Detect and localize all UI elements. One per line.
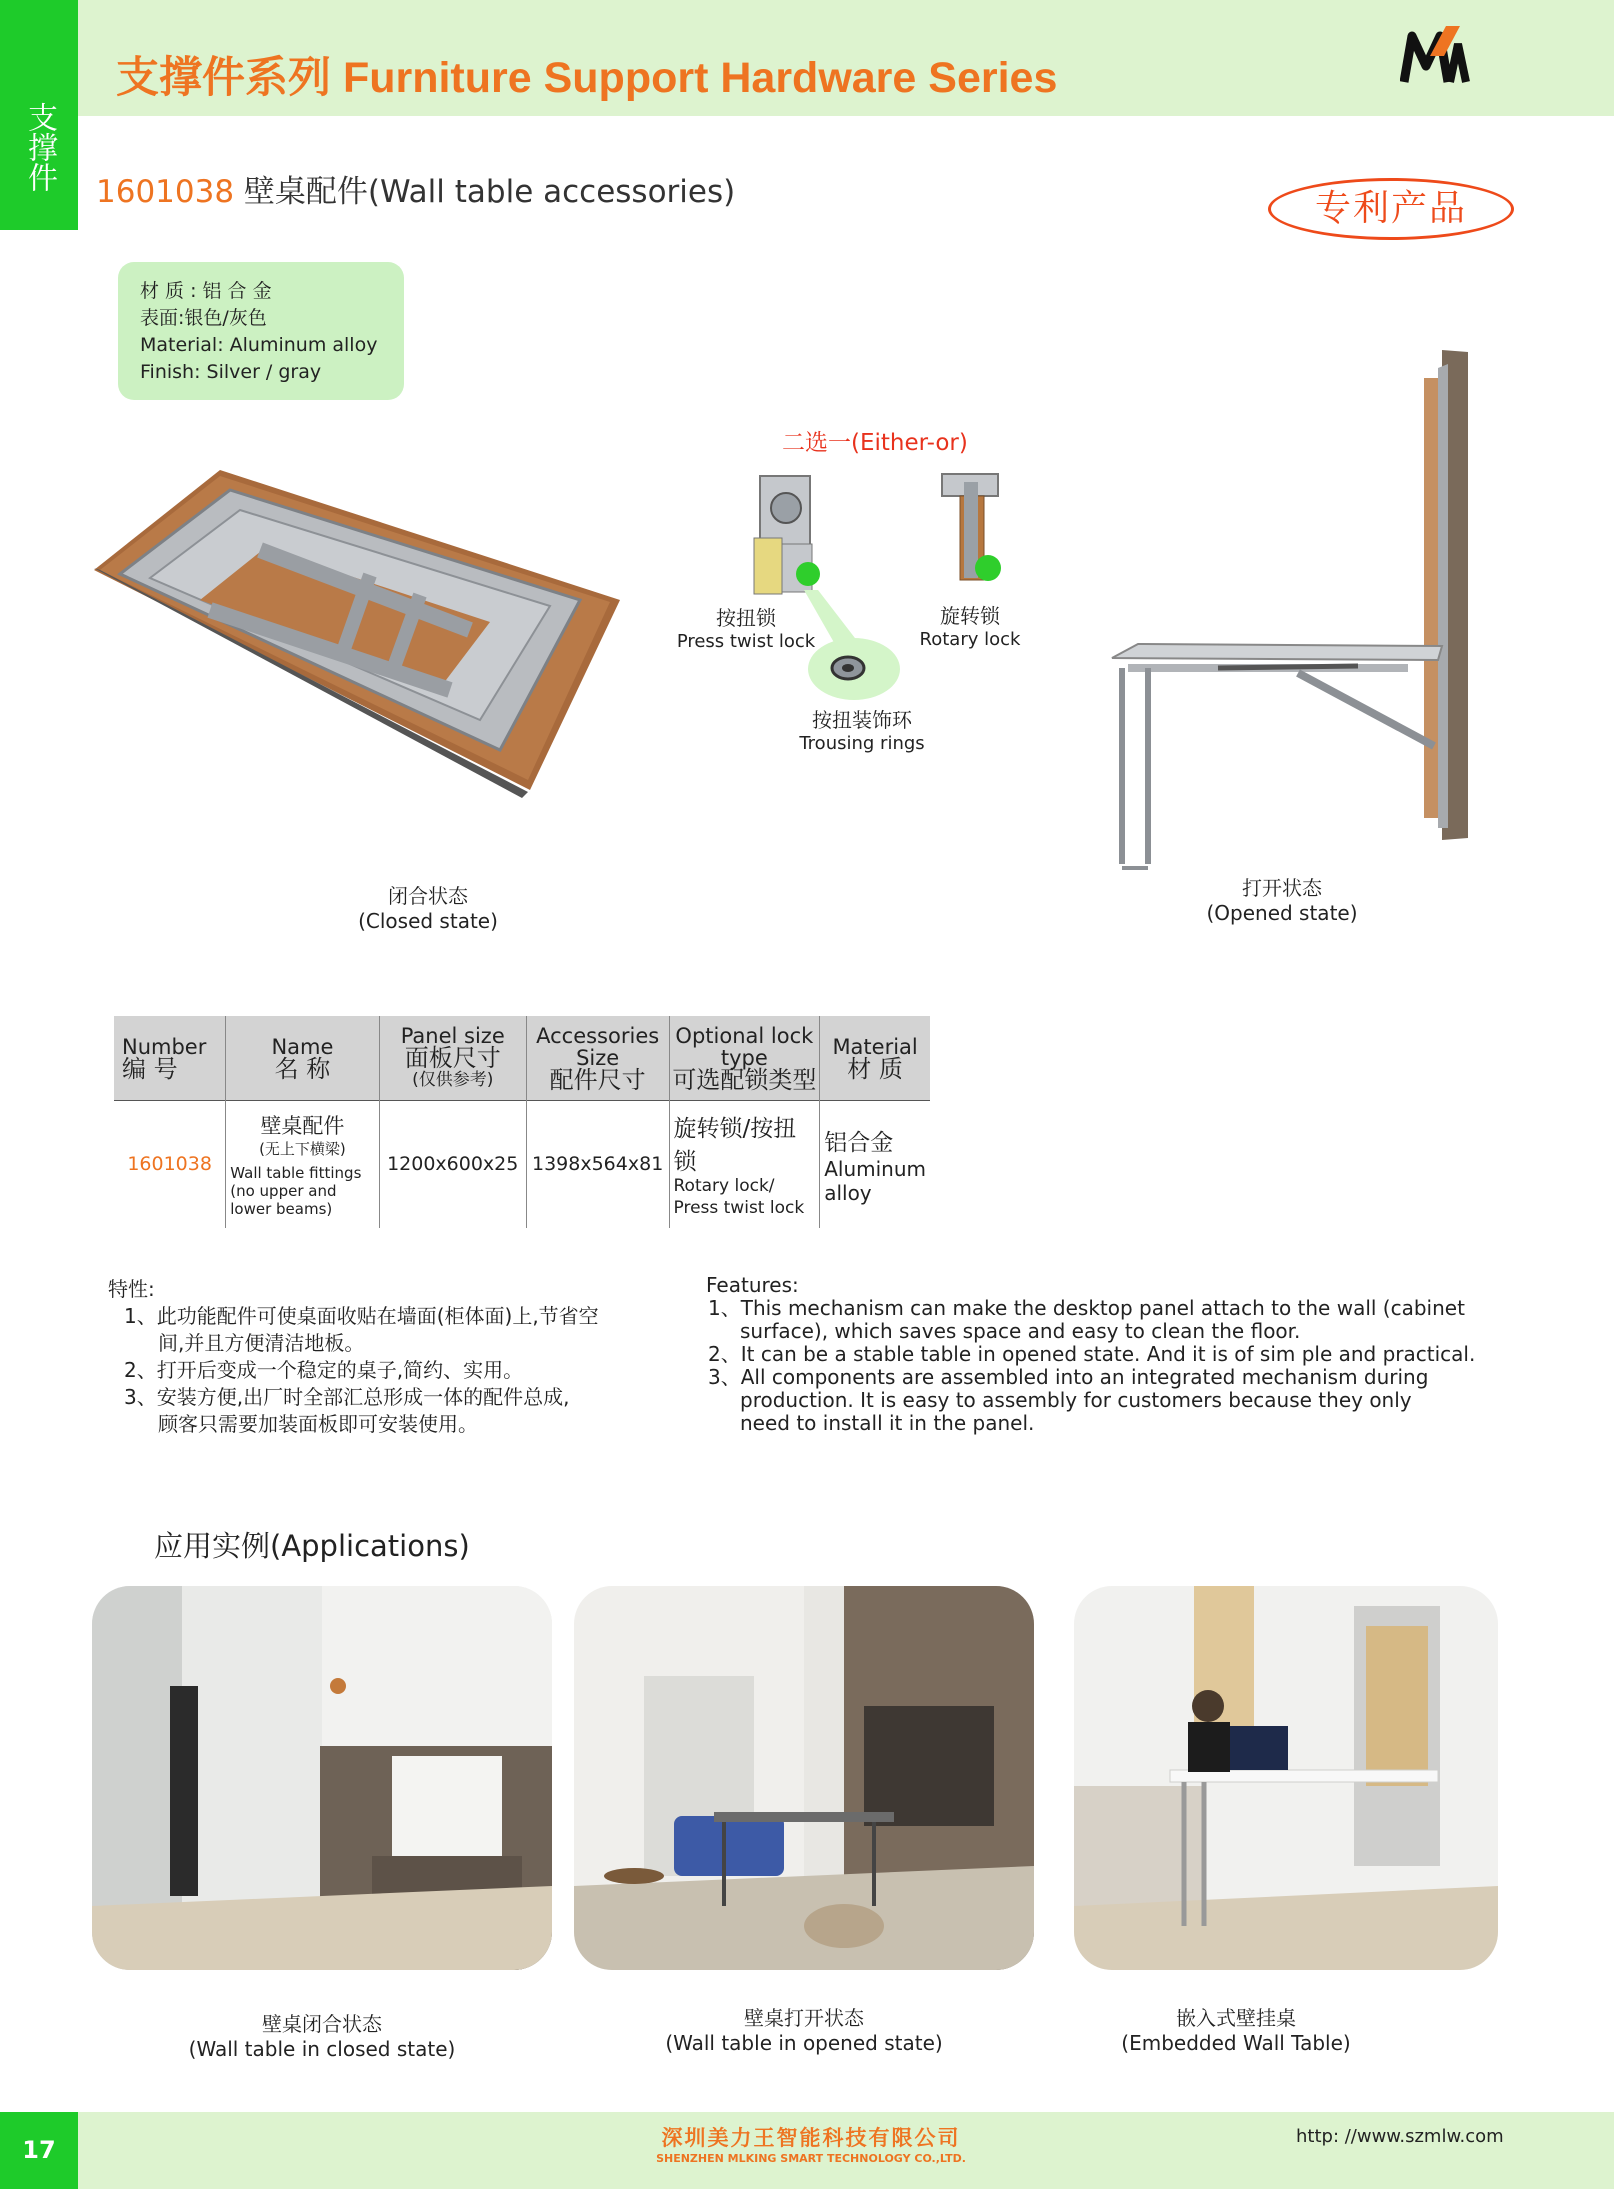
header-accessories-size-en: Accessories Size bbox=[536, 1023, 660, 1070]
application-caption-closed bbox=[152, 2012, 492, 2062]
header-material-en: Material bbox=[832, 1034, 918, 1059]
header-panel-size bbox=[379, 1016, 526, 1100]
cell-lock-en1: Rotary lock/ bbox=[673, 1176, 775, 1197]
header-name bbox=[226, 1016, 379, 1100]
cell-lock-type bbox=[669, 1100, 820, 1228]
finish-en: Finish: Silver / gray bbox=[140, 361, 322, 383]
opened-state-en: (Opened state) bbox=[1206, 901, 1358, 925]
features-cn-item2: 2、打开后变成一个稳定的桌子,简约、实用。 bbox=[124, 1358, 524, 1382]
features-cn-item1b: 间,并且方便清洁地板。 bbox=[158, 1331, 365, 1355]
cell-lock-cn: 旋转锁/按扭锁 bbox=[673, 1116, 797, 1176]
either-or-label: 二选一(Either-or) bbox=[782, 430, 968, 456]
features-en bbox=[706, 1274, 1475, 1435]
features-en-item1b: surface), which saves space and easy to clean the floor. bbox=[740, 1319, 1301, 1343]
company-name-en: SHENZHEN MLKING SMART TECHNOLOGY CO.,LTD. bbox=[656, 2152, 966, 2165]
spec-header-row bbox=[114, 1016, 930, 1100]
spec-table bbox=[114, 1016, 930, 1228]
embedded-room-illustration bbox=[1074, 1586, 1498, 1970]
cell-number: 1601038 bbox=[114, 1100, 226, 1228]
header-accessories-size-cn: 配件尺寸 bbox=[549, 1065, 646, 1094]
closed-state-caption bbox=[358, 884, 498, 934]
opened-state-image bbox=[1108, 348, 1468, 868]
cell-lock-en2: Press twist lock bbox=[673, 1198, 805, 1219]
header-name-cn: 名 称 bbox=[274, 1054, 331, 1083]
applications-title: 应用实例(Applications) bbox=[154, 1529, 470, 1563]
table-row bbox=[114, 1100, 930, 1228]
features-cn bbox=[108, 1276, 599, 1438]
cell-name-cn: 壁桌配件 bbox=[260, 1114, 345, 1139]
header-number-cn: 编 号 bbox=[122, 1054, 178, 1083]
page-number: 17 bbox=[0, 2112, 78, 2189]
application-opened-en: (Wall table in opened state) bbox=[665, 2031, 943, 2055]
closed-state-image bbox=[90, 450, 630, 800]
header-number-en: Number bbox=[122, 1034, 207, 1059]
cell-accessories-size: 1398x564x81 bbox=[526, 1100, 669, 1228]
features-en-item1a: 1、This mechanism can make the desktop panel attach to the wall (cabinet bbox=[708, 1296, 1465, 1320]
header-panel-size-en: Panel size bbox=[400, 1023, 505, 1048]
features-en-title: Features: bbox=[706, 1273, 799, 1297]
press-twist-lock-caption bbox=[676, 606, 816, 653]
header-lock-type bbox=[669, 1016, 820, 1100]
company-name-cn: 深圳美力王智能科技有限公司 bbox=[661, 2126, 961, 2150]
rotary-lock-image bbox=[938, 472, 1004, 590]
rotary-lock-caption bbox=[902, 604, 1038, 651]
application-photo-closed bbox=[92, 1586, 552, 1970]
product-number: 1601038 bbox=[96, 174, 235, 210]
closed-room-illustration bbox=[92, 1586, 552, 1970]
press-twist-lock-cn: 按扭锁 bbox=[716, 606, 776, 630]
cell-material-cn: 铝合金 bbox=[824, 1129, 894, 1156]
application-caption-opened bbox=[634, 2006, 974, 2056]
header-lock-type-cn: 可选配锁类型 bbox=[672, 1065, 817, 1094]
header-panel-size-cn: 面板尺寸 bbox=[404, 1043, 501, 1072]
material-en: Material: Aluminum alloy bbox=[140, 334, 378, 356]
features-en-item2: 2、It can be a stable table in opened state. And it is of sim ple and practical. bbox=[708, 1342, 1476, 1366]
application-photo-opened bbox=[574, 1586, 1034, 1970]
header-number bbox=[114, 1016, 226, 1100]
opened-state-cn: 打开状态 bbox=[1242, 876, 1322, 900]
material-info-box bbox=[118, 262, 404, 400]
application-photo-embedded bbox=[1074, 1586, 1498, 1970]
closed-state-en: (Closed state) bbox=[358, 909, 498, 933]
application-opened-cn: 壁桌打开状态 bbox=[744, 2006, 864, 2030]
features-en-item3c: need to install it in the panel. bbox=[740, 1411, 1035, 1435]
application-embedded-cn: 嵌入式壁挂桌 bbox=[1176, 2006, 1296, 2030]
application-closed-cn: 壁桌闭合状态 bbox=[262, 2012, 382, 2036]
trousing-ring-image bbox=[808, 638, 900, 700]
cell-material bbox=[820, 1100, 930, 1228]
product-name: 壁桌配件(Wall table accessories) bbox=[243, 174, 736, 210]
finish-cn: 表面:银色/灰色 bbox=[140, 307, 267, 329]
patent-badge: 专利产品 bbox=[1268, 178, 1514, 240]
cell-panel-size: 1200x600x25 bbox=[379, 1100, 526, 1228]
press-twist-lock-image bbox=[746, 474, 826, 598]
rotary-lock-en: Rotary lock bbox=[919, 629, 1021, 650]
opened-state-caption bbox=[1202, 876, 1362, 926]
closed-state-cn: 闭合状态 bbox=[388, 884, 468, 908]
features-cn-item1a: 1、此功能配件可使桌面收贴在墙面(柜体面)上,节省空 bbox=[124, 1304, 599, 1328]
website-url[interactable]: http: //www.szmlw.com bbox=[1296, 2126, 1504, 2147]
trousing-ring-cn: 按扭装饰环 bbox=[812, 708, 912, 732]
product-title bbox=[96, 166, 735, 211]
features-en-item3a: 3、All components are assembled into an integrated mechanism during bbox=[708, 1365, 1429, 1389]
opened-room-illustration bbox=[574, 1586, 1034, 1970]
features-cn-title: 特性: bbox=[108, 1277, 155, 1301]
header-material bbox=[820, 1016, 930, 1100]
page-title: 支撑件系列 Furniture Support Hardware Series bbox=[116, 54, 1058, 102]
features-cn-item3b: 顾客只需要加装面板即可安装使用。 bbox=[158, 1412, 478, 1436]
cell-material-en: Aluminum alloy bbox=[824, 1156, 926, 1205]
header-panel-size-note: (仅供参考) bbox=[412, 1069, 494, 1090]
company-name bbox=[646, 2122, 976, 2165]
header-lock-type-en: Optional lock type bbox=[675, 1023, 814, 1070]
trousing-ring-en: Trousing rings bbox=[799, 733, 925, 754]
application-caption-embedded bbox=[1096, 2006, 1376, 2056]
category-side-tab: 支撑件 bbox=[0, 0, 78, 230]
rotary-lock-cn: 旋转锁 bbox=[940, 604, 1000, 628]
brand-logo bbox=[1400, 22, 1472, 88]
header-material-cn: 材 质 bbox=[847, 1054, 903, 1083]
press-twist-lock-en: Press twist lock bbox=[676, 631, 816, 652]
features-cn-item3a: 3、安装方便,出厂时全部汇总形成一体的配件总成, bbox=[124, 1385, 570, 1409]
material-cn: 材 质 : 铝 合 金 bbox=[140, 280, 272, 302]
features-en-item3b: production. It is easy to assembly for customers because they only bbox=[740, 1388, 1412, 1412]
cell-name-note: (无上下横梁) bbox=[259, 1140, 346, 1159]
header-accessories-size bbox=[526, 1016, 669, 1100]
header-name-en: Name bbox=[271, 1034, 334, 1059]
application-embedded-en: (Embedded Wall Table) bbox=[1121, 2031, 1351, 2055]
cell-name-en: Wall table fittings (no upper and lower beams) bbox=[230, 1164, 362, 1219]
cell-name bbox=[226, 1100, 379, 1228]
trousing-ring-caption bbox=[782, 708, 942, 755]
application-closed-en: (Wall table in closed state) bbox=[188, 2037, 456, 2061]
